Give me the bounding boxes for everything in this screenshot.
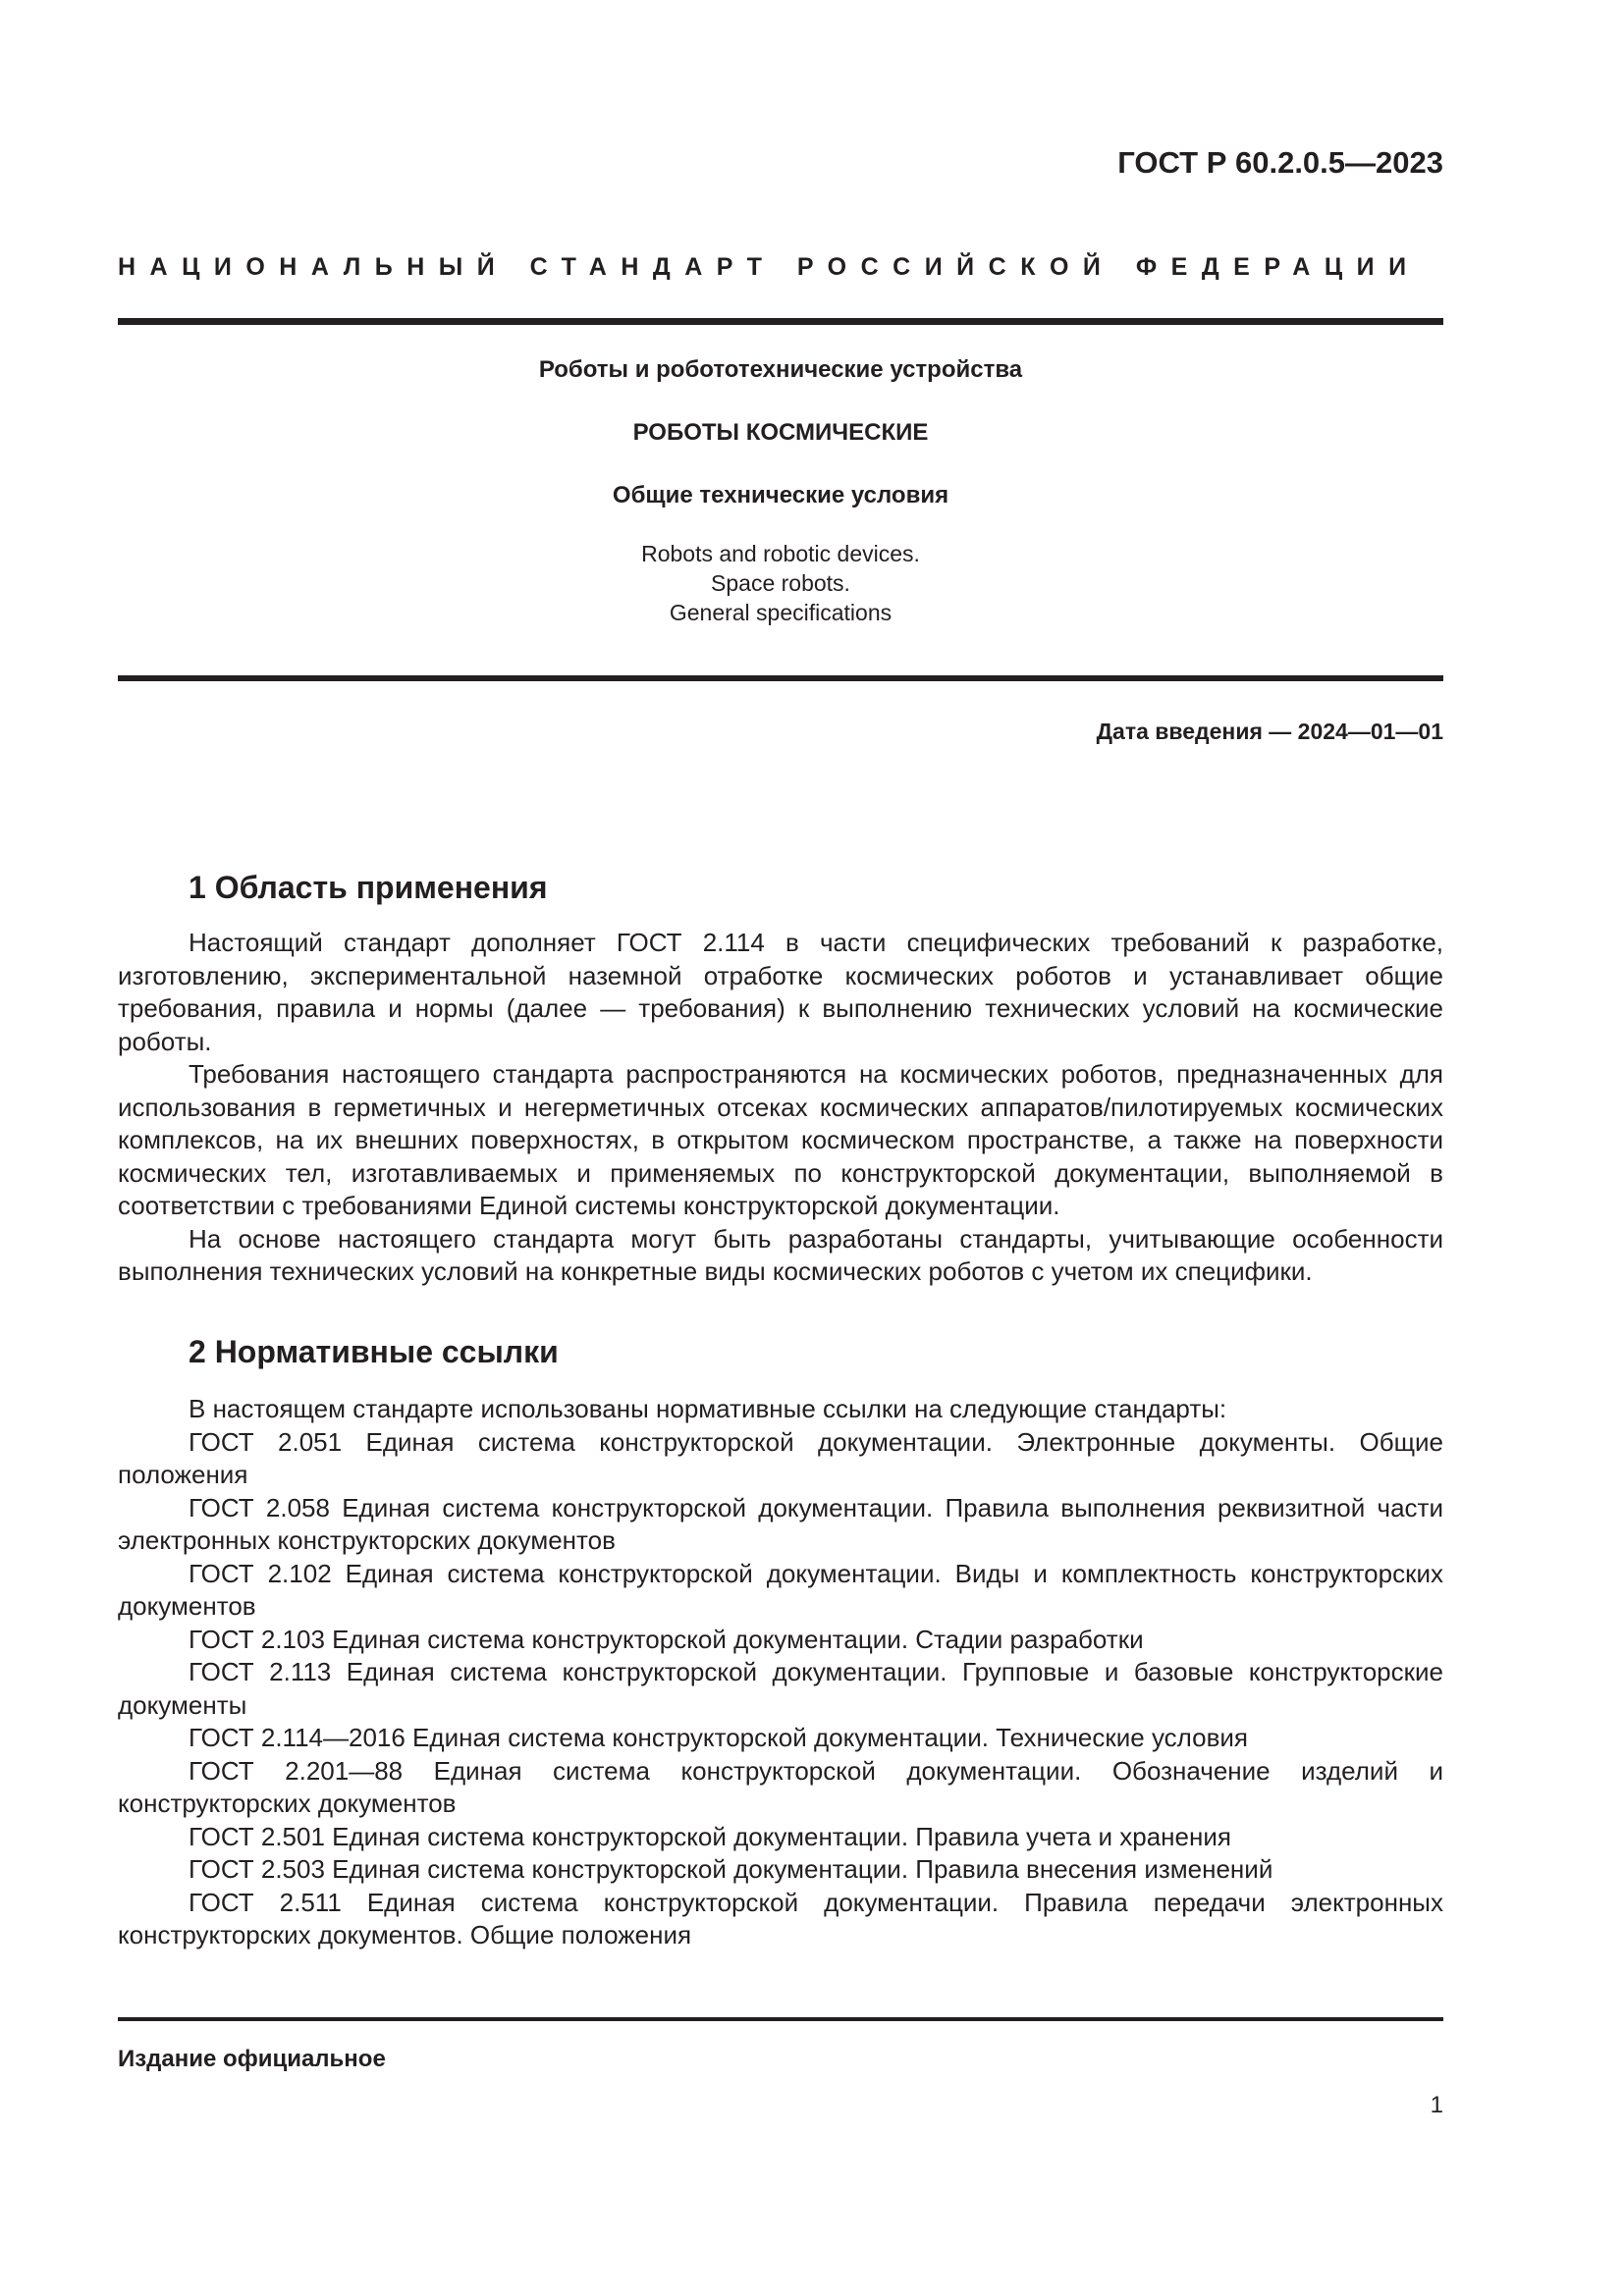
national-standard-banner: НАЦИОНАЛЬНЫЙ СТАНДАРТ РОССИЙСКОЙ ФЕДЕРАЦИИ	[118, 253, 1421, 281]
document-page	[118, 0, 1443, 2296]
footer-divider	[118, 2017, 1443, 2021]
reference-item: ГОСТ 2.201—88 Единая система конструкторской документации. Обозначение изделий и конструкторских документов	[118, 1755, 1443, 1818]
reference-item: ГОСТ 2.051 Единая система конструкторской документации. Электронные документы. Общие положения	[118, 1426, 1443, 1489]
section-body-references	[118, 1393, 1443, 1952]
page-number: 1	[1430, 2092, 1443, 2118]
section-heading-scope: 1 Область применения	[189, 870, 548, 905]
title-series: Роботы и робототехнические устройства	[538, 356, 1023, 383]
reference-item: ГОСТ 2.113 Единая система конструкторской документации. Групповые и базовые конструкторские документы	[118, 1657, 1443, 1720]
paragraph: Требования настоящего стандарта распространяются на космических роботов, предназначенных для использования в герметичных и негерметичных отсеках космических аппаратов/пилотируемых космических комплексов, на их внешних поверхностях, в открытом космическом пространстве, а также на поверхности космических тел, изготавливаемых и применяемых по конструкторской документации, выполняемой в соответствии с требованиями Единой системы конструкторской документации.	[118, 1059, 1443, 1220]
paragraph: В настоящем стандарте использованы нормативные ссылки на следующие стандарты:	[189, 1394, 1227, 1423]
reference-item: ГОСТ 2.511 Единая система конструкторской документации. Правила передачи электронных конструкторских документов. Общие положения	[118, 1887, 1443, 1949]
paragraph: Настоящий стандарт дополняет ГОСТ 2.114 в части специфических требований к разработке, изготовлению, экспериментальной наземной отработке космических роботов и устанавливает общие требования, правила и нормы (далее — требования) к выполнению технических условий на космические роботы.	[118, 928, 1443, 1056]
reference-item: ГОСТ 2.114—2016 Единая система конструкторской документации. Технические условия	[189, 1723, 1248, 1752]
title-en-main: Space robots.	[711, 570, 850, 596]
title-en-series: Robots and robotic devices.	[641, 541, 920, 566]
reference-item: ГОСТ 2.058 Единая система конструкторской документации. Правила выполнения реквизитной части электронных конструкторских документов	[118, 1492, 1443, 1555]
title-main: РОБОТЫ КОСМИЧЕСКИЕ	[632, 419, 929, 446]
paragraph: На основе настоящего стандарта могут быть разработаны стандарты, учитывающие особенности выполнения технических условий на конкретные виды космических роботов с учетом их специфики.	[118, 1223, 1443, 1286]
title-en-subtitle: General specifications	[669, 600, 893, 625]
reference-item: ГОСТ 2.501 Единая система конструкторской документации. Правила учета и хранения	[189, 1821, 1231, 1851]
title-block	[118, 355, 1443, 627]
section-body-scope	[118, 927, 1443, 1289]
reference-item: ГОСТ 2.102 Единая система конструкторской документации. Виды и комплектность конструкторских документов	[118, 1558, 1443, 1621]
title-divider	[118, 675, 1443, 681]
top-divider	[118, 318, 1443, 325]
reference-item: ГОСТ 2.103 Единая система конструкторской документации. Стадии разработки	[189, 1624, 1144, 1654]
title-subtitle: Общие технические условия	[612, 482, 949, 508]
reference-item: ГОСТ 2.503 Единая система конструкторской документации. Правила внесения изменений	[189, 1854, 1273, 1884]
document-code: ГОСТ Р 60.2.0.5—2023	[1117, 145, 1443, 180]
official-edition-label: Издание официальное	[118, 2046, 386, 2072]
section-heading-references: 2 Нормативные ссылки	[189, 1334, 559, 1369]
effective-date: Дата введения — 2024—01—01	[1096, 719, 1443, 744]
